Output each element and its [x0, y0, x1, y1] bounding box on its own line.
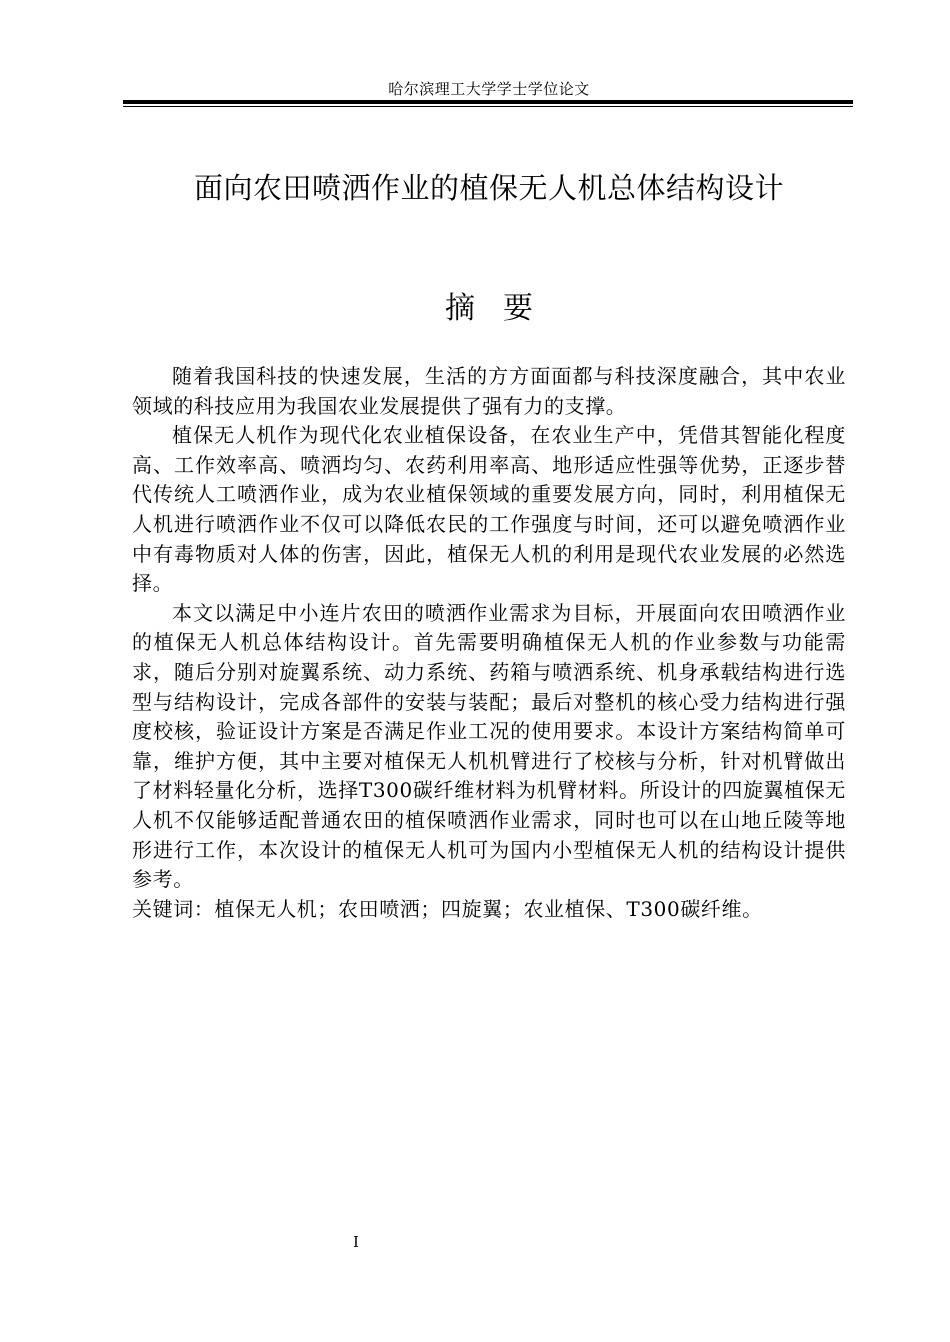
running-header: 哈尔滨理工大学学士学位论文 — [388, 80, 590, 98]
document-title: 面向农田喷洒作业的植保无人机总体结构设计 — [193, 171, 784, 205]
abstract-heading — [0, 288, 950, 330]
abstract-body — [132, 362, 846, 924]
header-rule-thick — [123, 100, 853, 104]
keywords-line — [132, 895, 846, 925]
page-number: I — [353, 1233, 359, 1251]
keywords-text: 植保无人机；农田喷洒；四旋翼；农业植保、T300碳纤维。 — [214, 896, 763, 921]
abstract-heading-char-1: 摘 — [445, 291, 475, 326]
keywords-label: 关键词： — [132, 896, 215, 921]
abstract-heading-char-2: 要 — [503, 291, 533, 326]
abstract-paragraph-3: 本文以满足中小连片农田的喷洒作业需求为目标，开展面向农田喷洒作业的植保无人机总体结构设计。首先需要明确植保无人机的作业参数与功能需求，随后分别对旋翼系统、动力系统、药箱与喷洒系统、机身承载结构进行选型与结构设计，完成各部件的安装与装配；最后对整机的核心受力结构进行强度校核，验证设计方案是否满足作业工况的使用要求。本设计方案结构简单可靠，维护方便，其中主要对植保无人机机臂进行了校核与分析，针对机臂做出了材料轻量化分析，选择T300碳纤维材料为机臂材料。所设计的四旋翼植保无人机不仅能够适配普通农田的植保喷洒作业需求，同时也可以在山地丘陵等地形进行工作，本次设计的植保无人机可为国内小型植保无人机的结构设计提供参考。 — [132, 600, 846, 892]
abstract-paragraph-1: 随着我国科技的快速发展，生活的方方面面都与科技深度融合，其中农业领域的科技应用为我国农业发展提供了强有力的支撑。 — [132, 364, 846, 418]
abstract-paragraph-2: 植保无人机作为现代化农业植保设备，在农业生产中，凭借其智能化程度高、工作效率高、喷洒均匀、农药利用率高、地形适应性强等优势，正逐步替代传统人工喷洒作业，成为农业植保领域的重要发展方向，同时，利用植保无人机进行喷洒作业不仅可以降低农民的工作强度与时间，还可以避免喷洒作业中有毒物质对人体的伤害，因此，植保无人机的利用是现代农业发展的必然选择。 — [132, 423, 846, 596]
header-rule-thin — [123, 106, 853, 107]
